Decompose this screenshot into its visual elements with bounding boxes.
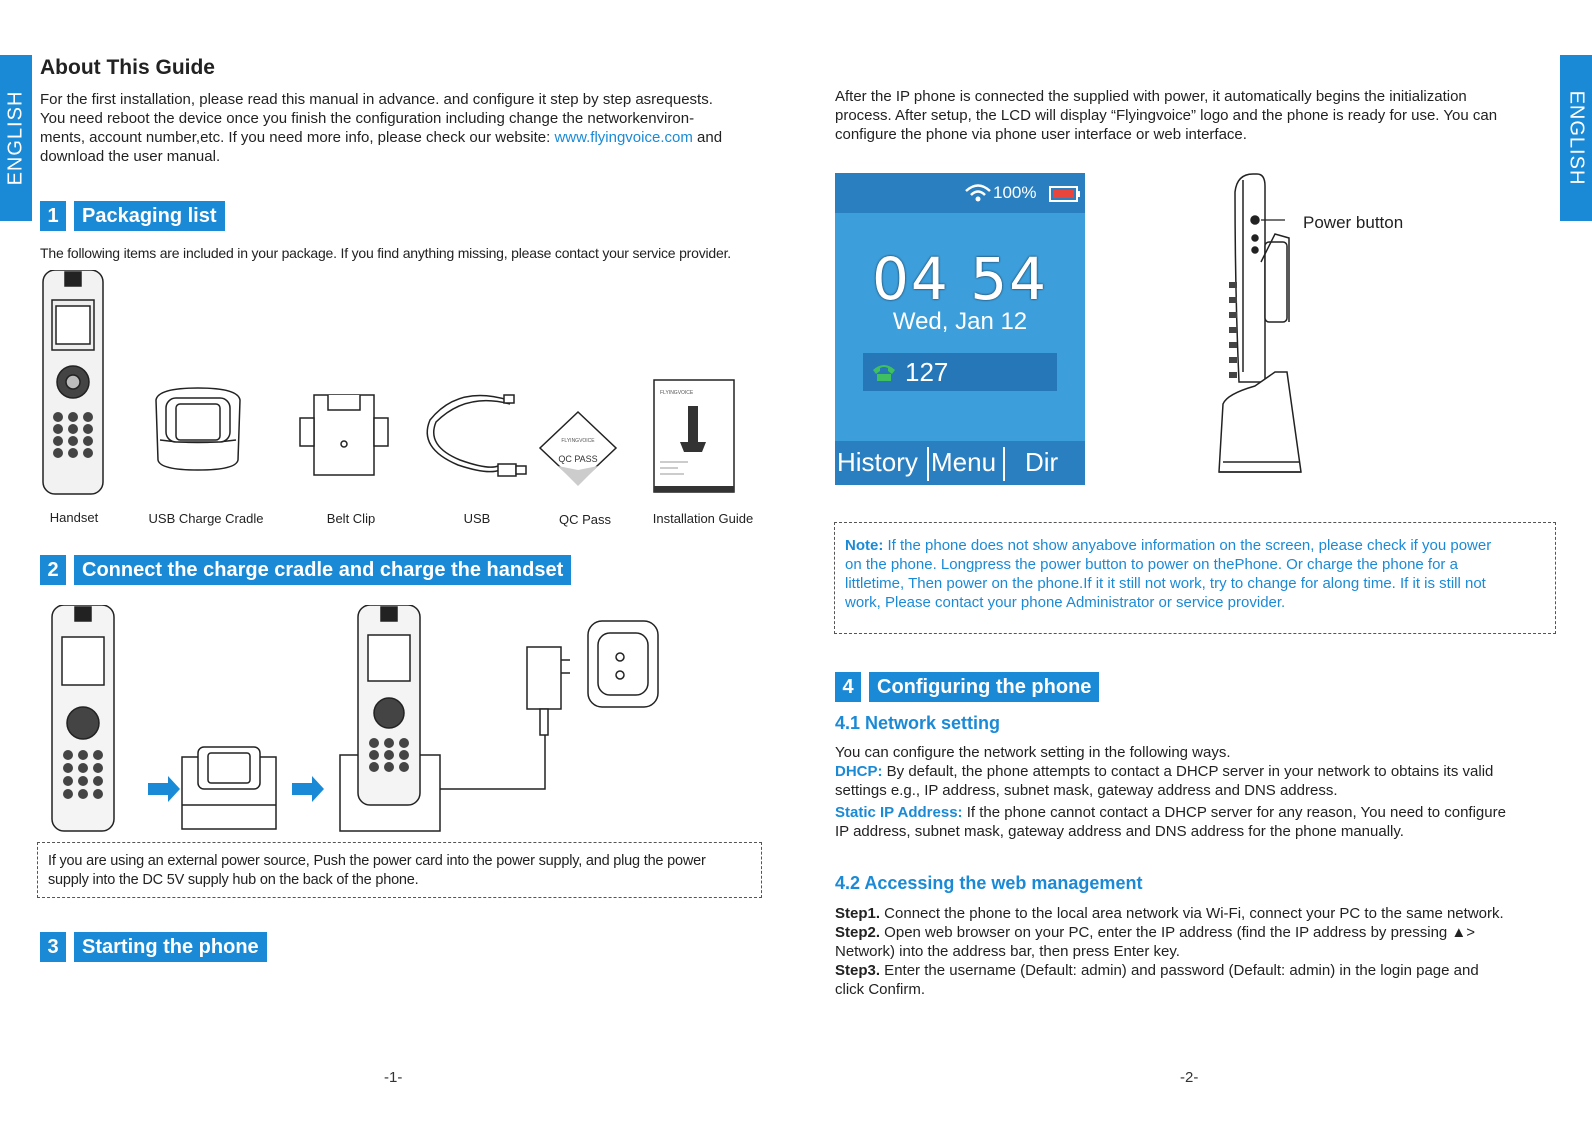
intro-line [40, 128, 770, 147]
init-paragraph [835, 87, 1555, 144]
lcd-clock: 04 54 [871, 245, 1049, 313]
step3-line [835, 961, 1560, 980]
static-line [835, 803, 1555, 822]
intro-line: You need reboot the device once you finish the configuration including change the networkenviron- [40, 110, 695, 127]
network-paragraph [835, 743, 1555, 841]
lcd-status-bar [835, 173, 1085, 213]
dhcp-line: settings e.g., IP address, subnet mask, gateway address and DNS address. [835, 782, 1338, 799]
softkey-dir[interactable]: Dir [1025, 447, 1059, 477]
missed-call-bar [863, 353, 1057, 391]
step3-text: Enter the username (Default: admin) and password (Default: admin) in the login page and [880, 962, 1479, 979]
init-line: configure the phone via phone user interface or web interface. [835, 126, 1247, 143]
page-number-left: -1- [384, 1069, 403, 1086]
section-number: 2 [40, 555, 66, 585]
section-connect-cradle [40, 555, 571, 585]
item-caption-install-guide: Installation Guide [652, 511, 754, 526]
note-text [845, 536, 1550, 612]
language-tab-label: ENGLISH [1565, 90, 1588, 186]
static-line: IP address, subnet mask, gateway address and DNS address for the phone manually. [835, 823, 1404, 840]
init-line: process. After setup, the LCD will display “Flyingvoice” logo and the phone is ready for use. You can [835, 107, 1498, 124]
section-title: Packaging list [74, 201, 225, 231]
item-caption-handset: Handset [49, 510, 99, 525]
package-note: The following items are included in your package. If you find anything missing, please contact your service provider. [40, 245, 731, 261]
section-number: 1 [40, 201, 66, 231]
language-tab-right [1560, 55, 1592, 221]
cradle-illustration [156, 388, 240, 470]
power-note-line: If you are using an external power source, Push the power card into the power supply, and plug the power [48, 853, 706, 869]
charging-illustration [40, 605, 680, 837]
power-cable [440, 735, 545, 789]
item-caption-usb-cradle: USB Charge Cradle [148, 511, 264, 526]
dhcp-text: By default, the phone attempts to contact a DHCP server in your network to obtains its valid [882, 763, 1494, 780]
static-ip-label: Static IP Address: [835, 804, 963, 821]
step2-line [835, 923, 1560, 942]
step1-text: Connect the phone to the local area network via Wi-Fi, connect your PC to the same network. [880, 905, 1504, 922]
qc-text: QC PASS [558, 454, 598, 464]
step2-label: Step2. [835, 924, 881, 941]
note-line-text: If the phone does not show anyabove information on the screen, please check if you power [883, 537, 1492, 554]
arrow-right-icon [292, 776, 324, 802]
softkey-bar [835, 441, 1085, 485]
installation-guide-illustration [654, 380, 734, 492]
softkey-history[interactable]: History [837, 447, 918, 477]
item-caption-qc-pass: QC Pass [558, 512, 611, 527]
language-tab-label: ENGLISH [4, 90, 27, 186]
dhcp-label: DHCP: [835, 763, 883, 780]
softkey-menu[interactable]: Menu [931, 447, 997, 477]
guide-title: About This Guide [40, 56, 215, 79]
battery-icon [1049, 185, 1081, 203]
note-line: work, Please contact your phone Administrator or service provider. [845, 594, 1286, 611]
step3-label: Step3. [835, 962, 881, 979]
note-line: littletime, Then power on the phone.If it it still not work, try to change for along time. If it is still not [845, 575, 1486, 592]
intro-line: download the user manual. [40, 148, 221, 165]
network-intro: You can configure the network setting in the following ways. [835, 744, 1231, 761]
item-caption-usb: USB [463, 511, 491, 526]
lcd-date: Wed, Jan 12 [892, 308, 1028, 335]
power-adapter-drawing [527, 647, 570, 735]
step1-line [835, 904, 1560, 923]
package-illustrations [38, 270, 768, 502]
usb-cable-illustration [427, 395, 526, 476]
docked-handset-drawing [340, 605, 440, 831]
section-packaging-list [40, 201, 225, 231]
static-text: If the phone cannot contact a DHCP server for any reason, You need to configure [962, 804, 1506, 821]
step2-text: Open web browser on your PC, enter the IP address (find the IP address by pressing ▲> [880, 924, 1476, 941]
qc-brand: FLYINGVOICE [561, 438, 595, 444]
language-tab-left [0, 55, 32, 221]
page-number-right: -2- [1180, 1069, 1199, 1086]
website-link[interactable]: www.flyingvoice.com [554, 129, 693, 146]
intro-paragraph [40, 90, 770, 166]
step2-line: Network) into the address bar, then press Enter key. [835, 943, 1180, 960]
section-title: Connect the charge cradle and charge the handset [74, 555, 571, 585]
handset-drawing [52, 605, 114, 831]
section-title: Starting the phone [74, 932, 267, 962]
qc-pass-illustration [540, 412, 616, 486]
lcd-screen [835, 173, 1085, 485]
guide-brand: FLYINGVOICE [660, 390, 694, 396]
note-line [845, 536, 1550, 555]
phone-icon [871, 362, 897, 382]
power-note [48, 852, 706, 890]
item-caption-belt-clip: Belt Clip [326, 511, 376, 526]
section-starting-phone [40, 932, 267, 962]
subsection-network-setting: 4.1 Network setting [835, 713, 1001, 733]
power-button-label: Power button [1303, 213, 1404, 232]
dhcp-line [835, 762, 1555, 781]
intro-line-text: ments, account number,etc. If you need more info, please check our website: [40, 129, 555, 146]
power-note-line: supply into the DC 5V supply hub on the back of the phone. [48, 872, 419, 888]
subsection-web-management: 4.2 Accessing the web management [835, 873, 1143, 893]
steps-paragraph [835, 904, 1560, 999]
intro-line: For the first installation, please read this manual in advance. and configure it step by step asrequests. [40, 91, 713, 108]
step3-line: click Confirm. [835, 981, 926, 998]
section-configuring-phone [835, 672, 1099, 702]
note-label: Note: [845, 537, 884, 554]
arrow-right-icon [148, 776, 180, 802]
section-number: 4 [835, 672, 861, 702]
section-title: Configuring the phone [869, 672, 1099, 702]
step1-label: Step1. [835, 905, 881, 922]
section-number: 3 [40, 932, 66, 962]
missed-call-number: 127 [905, 357, 949, 387]
battery-percent: 100% [993, 183, 1037, 202]
cradle-drawing [182, 747, 276, 829]
handset-illustration [43, 270, 103, 494]
intro-and: and [692, 129, 723, 146]
wall-outlet-drawing [588, 621, 658, 707]
wifi-icon [963, 181, 993, 203]
init-line: After the IP phone is connected the supplied with power, it automatically begins the initialization [835, 88, 1467, 105]
belt-clip-illustration [300, 395, 388, 475]
note-line: on the phone. Longpress the power button to power on thePhone. Or charge the phone for a [845, 556, 1458, 573]
